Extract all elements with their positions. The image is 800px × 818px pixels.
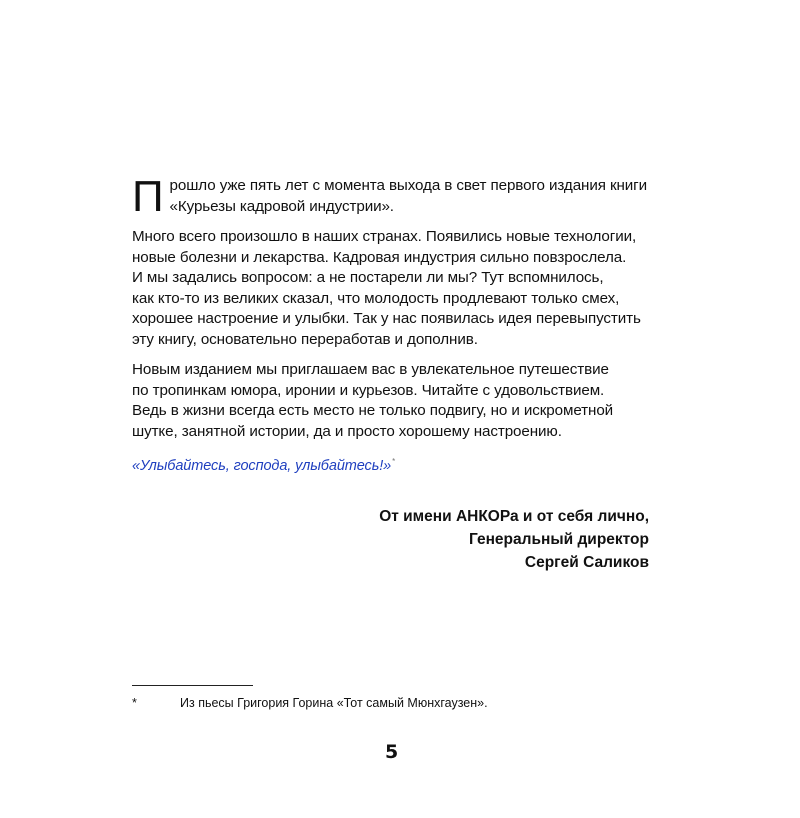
footnote-mark: * (132, 696, 137, 710)
signature-line: От имени АНКОРа и от себя лично, (379, 508, 649, 525)
epigraph-text: «Улыбайтесь, господа, улыбайтесь!» (132, 457, 392, 474)
paragraph-line: по тропинкам юмора, иронии и курьезов. Читайте с удовольствием. (132, 381, 605, 399)
paragraph-body (132, 227, 652, 350)
paragraph-line: новые болезни и лекарства. Кадровая индустрия сильно повзрослела. (132, 248, 627, 266)
signature-title: Генеральный директор (468, 531, 649, 548)
drop-cap: П (132, 172, 164, 221)
paragraph-line: Новым изданием мы приглашаем вас в увлекательное путешествие (132, 361, 609, 378)
paragraph-invitation (132, 360, 652, 442)
signature-block (379, 505, 649, 574)
signature-name: Сергей Саликов (524, 554, 649, 571)
page-number: 5 (385, 741, 399, 763)
footnote (132, 696, 488, 710)
footnote-text: Из пьесы Григория Горина «Тот самый Мюнхгаузен». (180, 696, 488, 710)
paragraph-line: Много всего произошло в наших странах. Появились новые технологии, (132, 228, 637, 245)
paragraph-line: шутке, занятной истории, да и просто хорошему настроению. (132, 422, 562, 440)
paragraph-line: хорошее настроение и улыбки. Так у нас появилась идея перевыпустить (132, 310, 641, 327)
paragraph-line: И мы задались вопросом: а не постарели ли мы? Тут вспомнилось, (132, 269, 604, 286)
footnote-reference-mark: * (392, 457, 396, 466)
epigraph-quote (132, 452, 652, 476)
paragraph-line: рошло уже пять лет с момента выхода в свет первого издания книги (169, 177, 647, 194)
main-text-block (132, 172, 652, 476)
paragraph-line: эту книгу, основательно переработав и дополнив. (132, 330, 478, 348)
paragraph-line: «Курьезы кадровой индустрии». (169, 197, 394, 215)
paragraph-line: Ведь в жизни всегда есть место не только подвигу, но и искрометной (132, 402, 614, 419)
footnote-divider (132, 685, 253, 686)
paragraph-line: как кто-то из великих сказал, что молодость продлевают только смех, (132, 289, 620, 307)
paragraph-intro (132, 172, 652, 221)
